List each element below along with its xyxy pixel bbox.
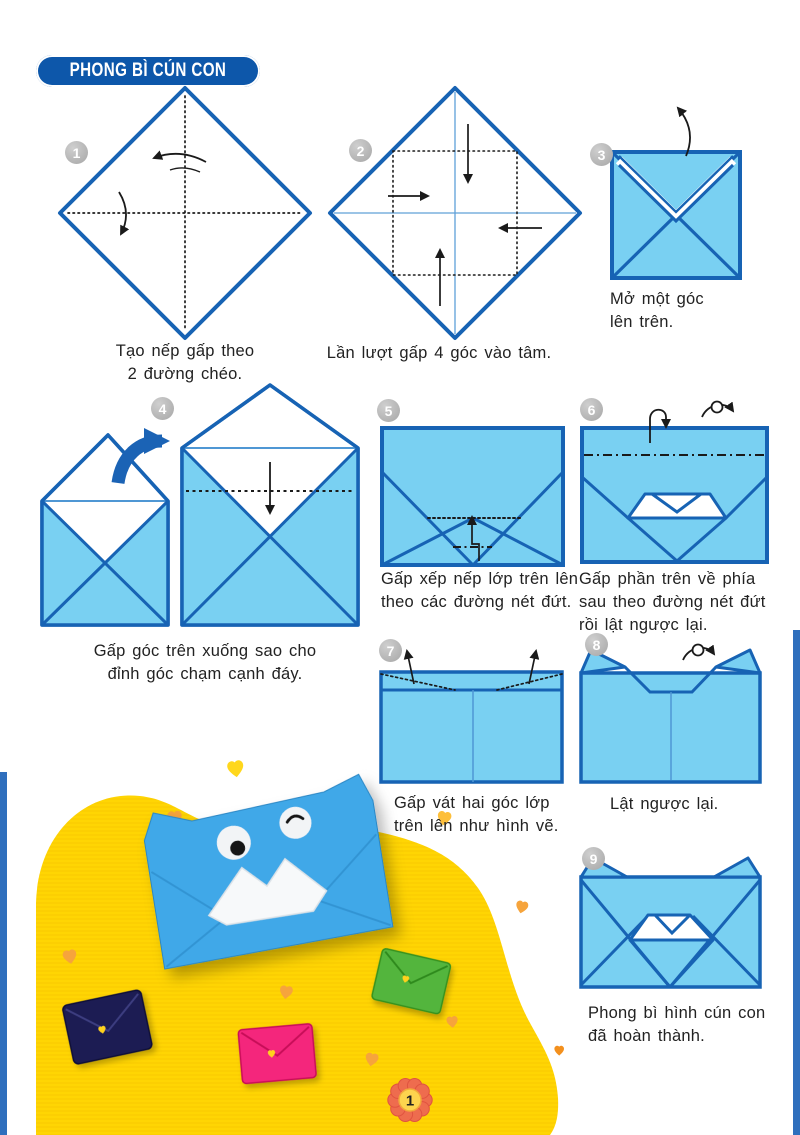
heart-icon	[515, 900, 529, 915]
step-8-badge: 8	[585, 633, 608, 656]
step-9-diagram	[573, 848, 773, 1000]
step-2-diagram	[318, 76, 592, 350]
heart-icon	[554, 1046, 564, 1056]
step-8-diagram	[576, 638, 773, 790]
step-3-caption: Mở một góc lên trên.	[610, 290, 704, 331]
large-envelope	[182, 385, 358, 625]
pink-envelope-sticker	[238, 1024, 316, 1084]
step-1-diagram	[48, 76, 322, 350]
step-1-caption: Tạo nếp gấp theo 2 đường chéo.	[115, 342, 255, 383]
turn-over-arrow-icon	[683, 645, 714, 661]
step-9-caption: Phong bì hình cún con đã hoàn thành.	[588, 1004, 766, 1045]
step-5-badge: 5	[377, 399, 400, 422]
flower-page-badge	[386, 1074, 434, 1126]
step-5-diagram	[376, 424, 571, 572]
page-number: 1	[405, 1092, 415, 1110]
open-up-arrow-icon	[678, 108, 690, 156]
step-6-caption: Gấp phần trên về phía sau theo đường nét đứt rồi lật ngược lại.	[579, 570, 766, 634]
step-6-badge: 6	[580, 398, 603, 421]
heart-icon	[227, 760, 245, 779]
right-edge-strip	[793, 630, 800, 1135]
page-title-text: PHONG BÌ CÚN CON	[69, 60, 227, 81]
step-9-badge: 9	[582, 847, 605, 870]
step-3-diagram	[583, 92, 775, 302]
step-2-badge: 2	[349, 139, 372, 162]
turn-over-arrow-icon	[702, 402, 733, 418]
left-edge-strip	[0, 772, 7, 1135]
step-6-diagram	[576, 393, 773, 567]
step-4-caption: Gấp góc trên xuống sao cho đỉnh góc chạm cạnh đáy.	[93, 642, 317, 683]
step-3-badge: 3	[590, 143, 613, 166]
step-7-diagram	[376, 638, 571, 790]
small-envelope	[42, 435, 168, 625]
step-4-badge: 4	[151, 397, 174, 420]
step-7-caption: Gấp vát hai góc lớp trên lên như hình vẽ.	[394, 794, 559, 835]
step-1-badge: 1	[65, 141, 88, 164]
step-8-caption: Lật ngược lại.	[610, 795, 719, 813]
step-2-caption: Lần lượt gấp 4 góc vào tâm.	[326, 344, 552, 362]
step-7-badge: 7	[379, 639, 402, 662]
step-5-caption: Gấp xếp nếp lớp trên lên theo các đường nét đứt.	[381, 570, 579, 611]
step-4-diagram	[30, 383, 380, 635]
